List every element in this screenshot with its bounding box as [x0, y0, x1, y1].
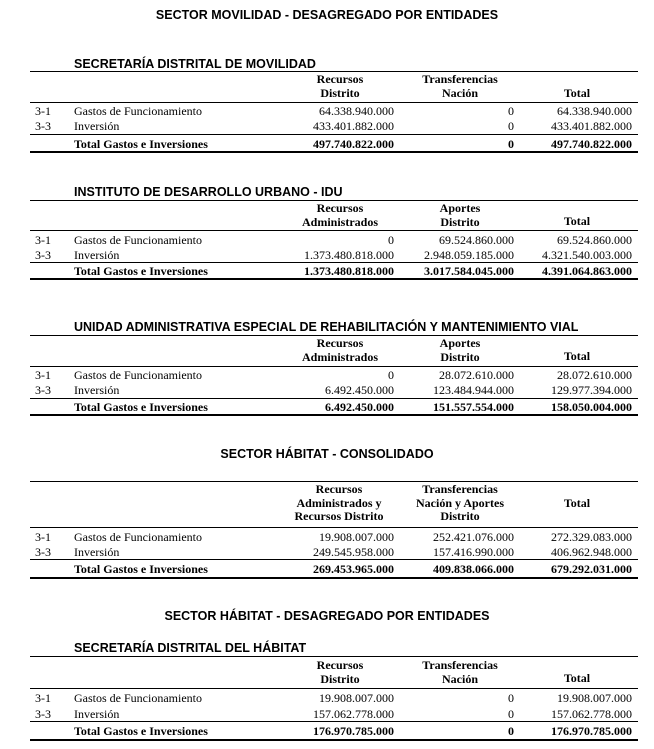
total-value-2: 0: [508, 137, 514, 151]
row-value-1: 1.373.480.818.000: [304, 248, 394, 262]
row-value-2: 28.072.610.000: [439, 368, 514, 382]
total-value-total: 4.391.064.863.000: [542, 264, 632, 278]
total-value-2: 151.557.554.000: [433, 400, 514, 414]
row-value-2: 0: [508, 691, 514, 705]
total-value-2: 409.838.066.000: [433, 562, 514, 576]
column-header-2: Transferencias Nación: [422, 72, 498, 100]
column-header-3: Total: [563, 86, 591, 100]
column-header-3: Total: [563, 496, 591, 510]
row-description: Inversión: [74, 383, 120, 397]
page-title-movilidad: SECTOR MOVILIDAD - DESAGREGADO POR ENTIDADES: [155, 8, 499, 22]
page-title-habitat-consolidado: SECTOR HÁBITAT - CONSOLIDADO: [220, 447, 434, 461]
row-value-total: 433.401.882.000: [551, 119, 632, 133]
table-bottom-rule: [30, 151, 638, 153]
total-label: Total Gastos e Inversiones: [74, 562, 208, 576]
row-value-total: 157.062.778.000: [551, 707, 632, 721]
row-description: Inversión: [74, 248, 120, 262]
row-value-total: 129.977.394.000: [551, 383, 632, 397]
row-value-2: 0: [508, 119, 514, 133]
row-description: Gastos de Funcionamiento: [74, 691, 202, 705]
column-header-3: Total: [563, 214, 591, 228]
row-value-total: 28.072.610.000: [557, 368, 632, 382]
header-rule: [30, 527, 638, 528]
row-value-2: 69.524.860.000: [439, 233, 514, 247]
header-rule: [30, 366, 638, 367]
total-value-total: 497.740.822.000: [551, 137, 632, 151]
row-value-2: 0: [508, 707, 514, 721]
total-value-2: 3.017.584.045.000: [424, 264, 514, 278]
row-code: 3-1: [35, 530, 51, 544]
row-description: Inversión: [74, 545, 120, 559]
total-value-total: 679.292.031.000: [551, 562, 632, 576]
table-bottom-rule: [30, 577, 638, 579]
row-value-total: 406.962.948.000: [551, 545, 632, 559]
column-header-1: Recursos Distrito: [316, 658, 364, 686]
row-code: 3-1: [35, 104, 51, 118]
row-value-total: 69.524.860.000: [557, 233, 632, 247]
row-code: 3-3: [35, 119, 51, 133]
row-description: Gastos de Funcionamiento: [74, 368, 202, 382]
total-rule: [30, 559, 638, 560]
total-label: Total Gastos e Inversiones: [74, 400, 208, 414]
column-header-2: Transferencias Nación y Aportes Distrito: [416, 482, 504, 523]
total-value-total: 176.970.785.000: [551, 724, 632, 738]
row-value-1: 0: [388, 233, 394, 247]
entity-title: UNIDAD ADMINISTRATIVA ESPECIAL DE REHABILITACIÓN Y MANTENIMIENTO VIAL: [74, 320, 579, 334]
column-header-2: Transferencias Nación: [422, 658, 498, 686]
entity-title: SECRETARÍA DISTRITAL DE MOVILIDAD: [74, 57, 316, 71]
column-header-3: Total: [563, 671, 591, 685]
header-rule: [30, 102, 638, 103]
row-code: 3-3: [35, 545, 51, 559]
total-value-1: 497.740.822.000: [313, 137, 394, 151]
table-bottom-rule: [30, 414, 638, 416]
row-code: 3-3: [35, 707, 51, 721]
column-header-1: Recursos Administrados: [301, 201, 378, 229]
row-value-2: 157.416.990.000: [433, 545, 514, 559]
total-value-1: 1.373.480.818.000: [304, 264, 394, 278]
total-value-total: 158.050.004.000: [551, 400, 632, 414]
column-header-2: Aportes Distrito: [439, 336, 481, 364]
header-rule: [30, 688, 638, 689]
row-description: Gastos de Funcionamiento: [74, 530, 202, 544]
header-rule: [30, 230, 638, 231]
total-label: Total Gastos e Inversiones: [74, 264, 208, 278]
column-header-3: Total: [563, 349, 591, 363]
row-description: Inversión: [74, 119, 120, 133]
row-value-1: 157.062.778.000: [313, 707, 394, 721]
row-value-total: 272.329.083.000: [551, 530, 632, 544]
row-value-total: 64.338.940.000: [557, 104, 632, 118]
total-rule: [30, 398, 638, 399]
table-bottom-rule: [30, 278, 638, 280]
total-label: Total Gastos e Inversiones: [74, 137, 208, 151]
column-header-1: Recursos Administrados: [301, 336, 378, 364]
row-value-2: 252.421.076.000: [433, 530, 514, 544]
row-value-1: 249.545.958.000: [313, 545, 394, 559]
total-value-1: 6.492.450.000: [325, 400, 394, 414]
row-value-total: 4.321.540.003.000: [542, 248, 632, 262]
row-value-1: 0: [388, 368, 394, 382]
column-header-2: Aportes Distrito: [439, 201, 481, 229]
total-rule: [30, 134, 638, 135]
column-header-1: Recursos Administrados y Recursos Distrito: [294, 482, 384, 523]
total-value-1: 176.970.785.000: [313, 724, 394, 738]
row-code: 3-1: [35, 691, 51, 705]
row-value-1: 19.908.007.000: [319, 530, 394, 544]
row-value-2: 2.948.059.185.000: [424, 248, 514, 262]
page-title-habitat-desagregado: SECTOR HÁBITAT - DESAGREGADO POR ENTIDADES: [164, 609, 490, 623]
row-code: 3-3: [35, 383, 51, 397]
row-value-1: 64.338.940.000: [319, 104, 394, 118]
table-bottom-rule: [30, 739, 638, 741]
row-description: Inversión: [74, 707, 120, 721]
row-value-2: 0: [508, 104, 514, 118]
total-rule: [30, 262, 638, 263]
table-top-rule: [30, 656, 638, 657]
total-label: Total Gastos e Inversiones: [74, 724, 208, 738]
row-value-1: 6.492.450.000: [325, 383, 394, 397]
row-value-total: 19.908.007.000: [557, 691, 632, 705]
column-header-1: Recursos Distrito: [316, 72, 364, 100]
row-value-2: 123.484.944.000: [433, 383, 514, 397]
total-rule: [30, 721, 638, 722]
row-code: 3-1: [35, 233, 51, 247]
row-code: 3-3: [35, 248, 51, 262]
row-value-1: 19.908.007.000: [319, 691, 394, 705]
row-description: Gastos de Funcionamiento: [74, 104, 202, 118]
total-value-2: 0: [508, 724, 514, 738]
entity-title: INSTITUTO DE DESARROLLO URBANO - IDU: [74, 185, 343, 199]
row-value-1: 433.401.882.000: [313, 119, 394, 133]
total-value-1: 269.453.965.000: [313, 562, 394, 576]
entity-title: SECRETARÍA DISTRITAL DEL HÁBITAT: [74, 641, 307, 655]
row-description: Gastos de Funcionamiento: [74, 233, 202, 247]
row-code: 3-1: [35, 368, 51, 382]
